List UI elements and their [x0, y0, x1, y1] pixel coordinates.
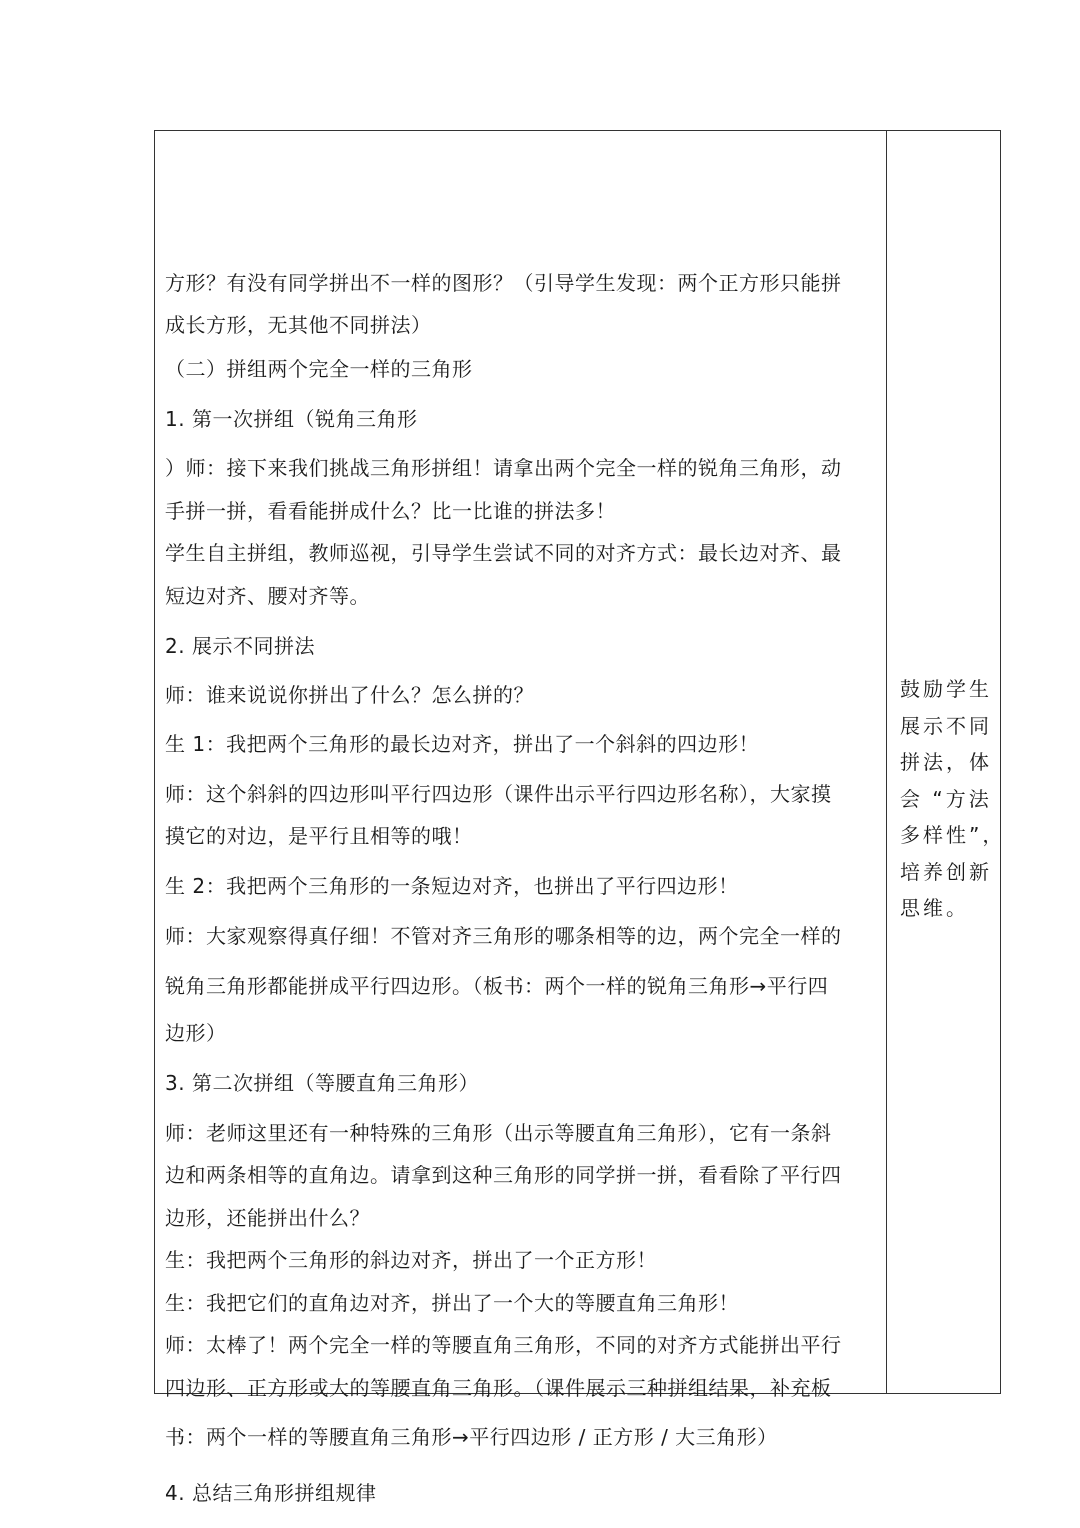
text-line: 师：老师这里还有一种特殊的三角形（出示等腰直角三角形），它有一条斜: [165, 1121, 832, 1145]
text-line: 边形，还能拼出什么？: [165, 1206, 370, 1230]
text-line: 边和两条相等的直角边。请拿到这种三角形的同学拼一拼，看看除了平行四: [165, 1163, 842, 1187]
text-line: 方形？有没有同学拼出不一样的图形？（引导学生发现：两个正方形只能拼: [165, 271, 842, 295]
text-line: 书：两个一样的等腰直角三角形→平行四边形 / 正方形 / 大三角形）: [165, 1425, 778, 1449]
text-line: 摸它的对边，是平行且相等的哦！: [165, 824, 473, 848]
text-line: 生：我把它们的直角边对齐，拼出了一个大的等腰直角三角形！: [165, 1291, 739, 1315]
text-line: 成长方形，无其他不同拼法）: [165, 313, 432, 337]
section-heading: （二）拼组两个完全一样的三角形: [165, 357, 473, 381]
note-line: 鼓励学生: [900, 677, 992, 701]
step-heading: 2. 展示不同拼法: [165, 634, 315, 658]
note-line: 思维。: [900, 896, 969, 920]
column-divider: [886, 131, 887, 1393]
text-line: 短边对齐、腰对齐等。: [165, 584, 370, 608]
text-line: 学生自主拼组，教师巡视，引导学生尝试不同的对齐方式：最长边对齐、最: [165, 541, 842, 565]
text-line: 师：大家观察得真仔细！不管对齐三角形的哪条相等的边，两个完全一样的: [165, 924, 842, 948]
text-line: 边形）: [165, 1021, 227, 1045]
lesson-plan-table: [154, 130, 1006, 1505]
text-line: 师：太棒了！两个完全一样的等腰直角三角形，不同的对齐方式能拼出平行: [165, 1333, 842, 1357]
note-line: 拼法，体: [900, 750, 992, 774]
text-line: 生：我把两个三角形的斜边对齐，拼出了一个正方形！: [165, 1248, 657, 1272]
note-line: 培养创新: [900, 860, 992, 884]
step-heading: 1. 第一次拼组（锐角三角形: [165, 407, 418, 431]
text-line: 手拼一拼，看看能拼成什么？比一比谁的拼法多！: [165, 499, 616, 523]
text-line: 四边形、正方形或大的等腰直角三角形。（课件展示三种拼组结果，补充板: [165, 1376, 832, 1400]
text-line: 师：这个斜斜的四边形叫平行四边形（课件出示平行四边形名称），大家摸: [165, 782, 832, 806]
step-heading: 4. 总结三角形拼组规律: [165, 1481, 377, 1505]
text-line: 师：谁来说说你拼出了什么？怎么拼的？: [165, 683, 534, 707]
text-line: 生 2：我把两个三角形的一条短边对齐，也拼出了平行四边形！: [165, 874, 739, 898]
note-line: 会 “方法: [900, 787, 992, 811]
text-line: 生 1：我把两个三角形的最长边对齐，拼出了一个斜斜的四边形！: [165, 732, 760, 756]
teaching-process-cell: [155, 131, 886, 1505]
note-line: 多样性”，: [900, 823, 1006, 847]
step-heading: 3. 第二次拼组（等腰直角三角形）: [165, 1071, 479, 1095]
text-line: ）师：接下来我们挑战三角形拼组！请拿出两个完全一样的锐角三角形，动: [165, 456, 842, 480]
text-line: 锐角三角形都能拼成平行四边形。（板书：两个一样的锐角三角形→平行四: [165, 974, 829, 998]
note-line: 展示不同: [900, 714, 992, 738]
design-intent-cell: [888, 131, 1006, 1393]
